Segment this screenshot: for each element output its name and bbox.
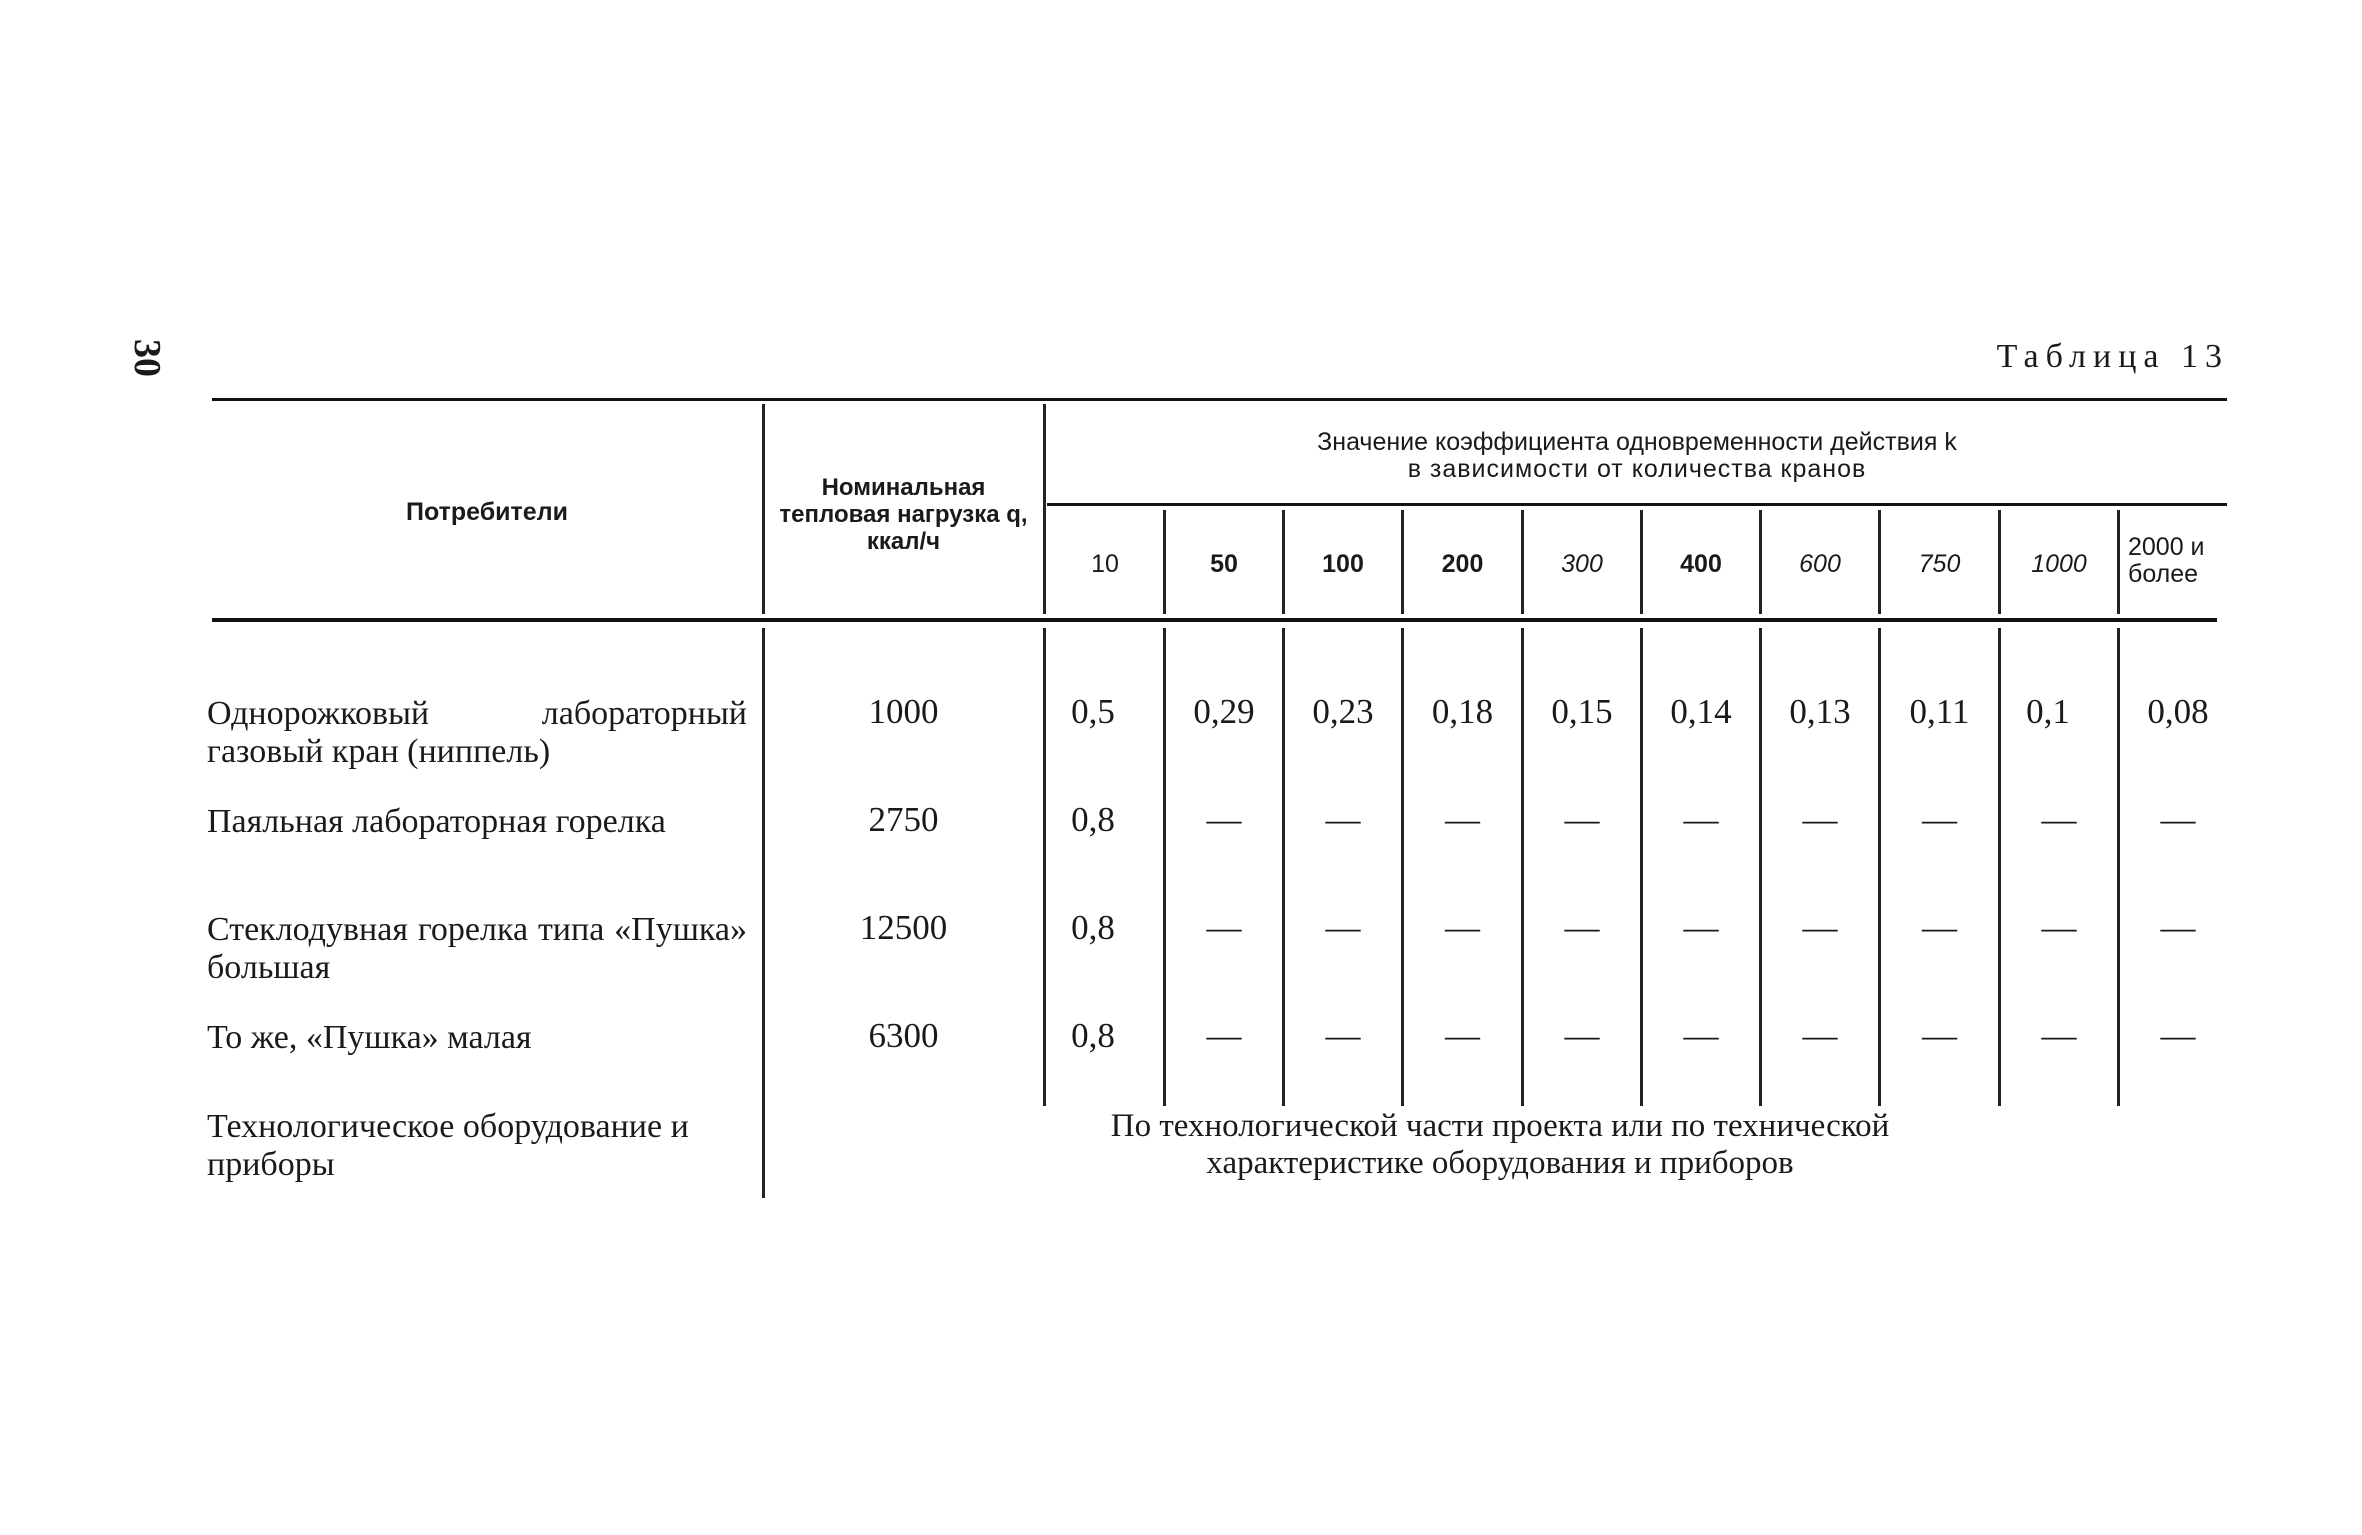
row-value: 0,18: [1431, 692, 1494, 731]
row-value: —: [1683, 1016, 1719, 1055]
row-value: —: [1206, 1016, 1242, 1055]
table-top-rule: [212, 398, 2227, 401]
row-name: Стеклодувная горелка типа «Пушка» большая: [207, 911, 747, 986]
row-value: 0,08: [2147, 692, 2209, 731]
row-value: —: [2041, 1016, 2077, 1055]
row-value: —: [1922, 908, 1957, 947]
row-value: —: [1922, 800, 1957, 839]
row-value: —: [2160, 908, 2196, 947]
row-value: —: [2160, 800, 2196, 839]
header-bottom-rule: [212, 618, 2217, 622]
row-value: —: [1683, 800, 1719, 839]
divider-load: [1043, 404, 1046, 614]
row-value: 0,11: [1909, 692, 1970, 731]
row-note: По технологической части проекта или по технической характеристике оборудования и приборов: [1110, 1108, 1890, 1181]
row-value: —: [1802, 800, 1838, 839]
row-value: —: [1445, 908, 1480, 947]
header-consumers: Потребители: [406, 498, 568, 526]
row-value: 0,8: [1071, 800, 1115, 839]
col-header-100: 100: [1322, 550, 1364, 578]
header-coef-line1: Значение коэффициента одновременности действия k: [1317, 428, 1957, 456]
row-load: 2750: [868, 800, 939, 839]
row-value: —: [1802, 1016, 1838, 1055]
row-value: 0,5: [1071, 692, 1115, 731]
row-value: 0,13: [1789, 692, 1851, 731]
row-value: —: [2041, 908, 2077, 947]
row-name: То же, «Пушка» малая: [207, 1019, 532, 1056]
row-value: —: [1564, 800, 1600, 839]
row-value: 0,8: [1071, 1016, 1115, 1055]
row-value: —: [2041, 800, 2077, 839]
coef-header-rule: [1047, 503, 2227, 506]
row-value: —: [1206, 908, 1242, 947]
col-header-2000: 2000 и более: [2128, 533, 2205, 588]
row-load: 1000: [868, 692, 939, 731]
row-load: 12500: [859, 908, 948, 947]
col-header-200: 200: [1441, 550, 1484, 578]
row-value: —: [1683, 908, 1719, 947]
row-value: —: [1325, 1016, 1361, 1055]
row-value: —: [1564, 1016, 1600, 1055]
row-value: —: [2160, 1016, 2196, 1055]
row-value: —: [1206, 800, 1242, 839]
row-name: Однорожковый лабораторный газовый кран (ниппель): [207, 695, 747, 770]
col-header-600: 600: [1799, 550, 1841, 578]
col-header-10: 10: [1091, 550, 1119, 578]
page-number: 30: [126, 339, 168, 377]
col-header-400: 400: [1680, 550, 1722, 578]
row-value: —: [1922, 1016, 1957, 1055]
row-value: 0,23: [1312, 692, 1374, 731]
row-value: —: [1325, 908, 1361, 947]
row-value: —: [1564, 908, 1600, 947]
row-value: 0,15: [1551, 692, 1613, 731]
row-value: —: [1325, 800, 1361, 839]
row-value: 0,8: [1071, 908, 1115, 947]
row-name: Технологическое оборудование и приборы: [207, 1108, 689, 1183]
col-header-750: 750: [1918, 550, 1961, 578]
divider-consumers: [762, 404, 765, 614]
divider-load-body: [1043, 628, 1046, 1106]
row-value: —: [1445, 800, 1480, 839]
table-title: Таблица 13: [1996, 338, 2229, 375]
row-value: 0,1: [2026, 692, 2070, 731]
row-name: Паяльная лабораторная горелка: [207, 803, 666, 840]
col-header-300: 300: [1561, 550, 1603, 578]
row-load: 6300: [868, 1016, 939, 1055]
header-coef-line2: в зависимости от количества кранов: [1407, 455, 1867, 483]
col-header-50: 50: [1210, 550, 1238, 578]
row-value: —: [1802, 908, 1838, 947]
row-value: —: [1445, 1016, 1480, 1055]
header-load: Номинальная тепловая нагрузка q, ккал/ч: [779, 474, 1028, 555]
col-divider: [2117, 510, 2120, 614]
col-header-1000: 1000: [2031, 550, 2087, 578]
divider-consumers-body: [762, 628, 765, 1198]
row-value: 0,14: [1670, 692, 1732, 731]
row-value: 0,29: [1193, 692, 1255, 731]
